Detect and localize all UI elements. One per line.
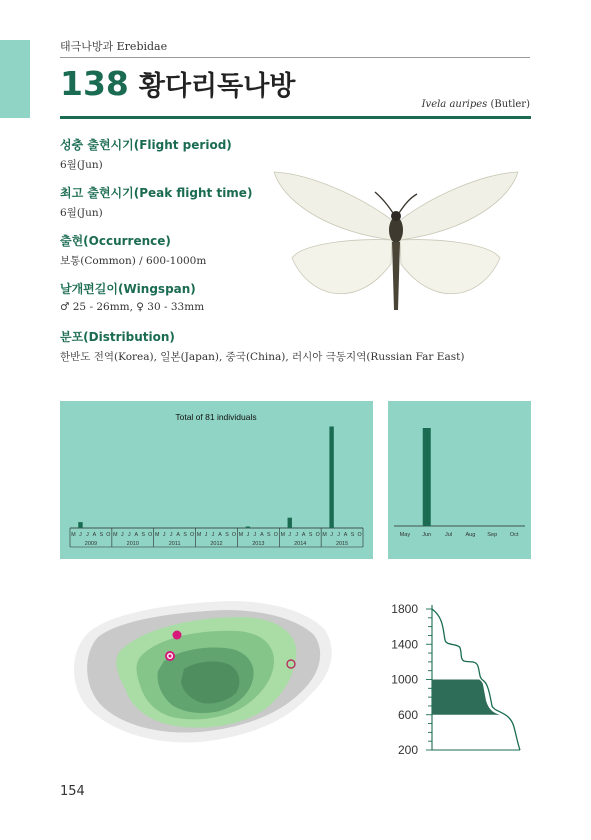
month-tick: S xyxy=(183,532,187,538)
month-tick: J xyxy=(204,532,208,538)
scientific-author: (Butler) xyxy=(490,99,530,110)
month-tick: O xyxy=(315,532,320,538)
month-tick: J xyxy=(79,532,82,538)
peak-block xyxy=(60,184,252,220)
yearly-chart-title: Total of 81 individuals xyxy=(175,412,257,422)
month-tick: J xyxy=(330,532,333,538)
month-tick: J xyxy=(169,532,173,538)
month-tick: J xyxy=(288,532,292,538)
year-label: 2014 xyxy=(294,541,307,547)
month-tick: A xyxy=(218,532,222,538)
month-tick: A xyxy=(301,532,306,538)
month-tick: O xyxy=(190,532,195,538)
month-tick: S xyxy=(141,532,146,538)
month-label: Aug xyxy=(465,532,476,538)
scientific-name xyxy=(422,99,530,110)
section-tab xyxy=(0,40,30,118)
month-label: Jun xyxy=(422,532,432,538)
wingspan-label: 날개편길이(Wingspan) xyxy=(60,282,196,296)
bar-2014-J xyxy=(288,518,292,528)
distribution-value: 한반도 전역(Korea), 일본(Japan), 중국(China), 러시아 극동지역(Russian Far East) xyxy=(60,351,465,363)
month-tick: J xyxy=(211,532,215,538)
month-tick: O xyxy=(231,532,237,538)
month-tick: O xyxy=(106,532,111,538)
monthly-chart-panel xyxy=(388,401,531,559)
family-name xyxy=(60,38,167,54)
elevation-label: 1800 xyxy=(391,602,418,616)
peak-value: 6월(Jun) xyxy=(60,207,103,219)
month-label: May xyxy=(399,532,411,538)
month-tick: O xyxy=(273,532,278,538)
year-label: 2010 xyxy=(126,541,139,547)
flight-period-block xyxy=(60,136,232,172)
distribution-label: 분포(Distribution) xyxy=(60,330,175,344)
month-tick: J xyxy=(120,532,124,538)
month-tick: M xyxy=(322,532,327,538)
month-label: Sep xyxy=(487,532,498,538)
month-tick: M xyxy=(113,532,118,538)
bar-2015-J xyxy=(329,426,333,528)
month-tick: J xyxy=(162,532,166,538)
month-tick: M xyxy=(71,532,76,538)
year-label: 2015 xyxy=(335,541,349,547)
month-tick: O xyxy=(357,532,362,538)
monthly-bar-chart xyxy=(388,401,531,559)
occurrence-value: 보통(Common) / 600-1000m xyxy=(60,255,207,267)
year-label: 2013 xyxy=(252,541,265,547)
elevation-label: 1000 xyxy=(391,672,418,687)
month-tick: A xyxy=(260,532,264,538)
elevation-chart xyxy=(382,590,527,760)
species-number: 138 xyxy=(60,64,129,103)
occurrence-block xyxy=(60,232,206,268)
month-tick: O xyxy=(148,532,153,538)
month-tick: S xyxy=(267,532,271,538)
month-tick: J xyxy=(86,532,89,538)
elevation-label: 200 xyxy=(397,743,418,757)
month-tick: J xyxy=(127,532,131,538)
family-latin: Erebidae xyxy=(116,40,168,53)
occurrence-label: 출현(Occurrence) xyxy=(60,234,171,248)
month-tick: S xyxy=(350,532,355,538)
year-label: 2012 xyxy=(210,541,223,547)
month-tick: M xyxy=(154,532,160,538)
page-number: 154 xyxy=(60,784,85,799)
month-tick: A xyxy=(176,532,180,538)
species-name: 황다리독나방 xyxy=(138,71,296,102)
family-korean: 태극나방과 xyxy=(60,40,114,53)
wingspan-value: ♂ 25 - 26mm, ♀ 30 - 33mm xyxy=(60,301,205,313)
month-tick: M xyxy=(280,532,285,538)
species-title xyxy=(60,64,295,103)
bar-2009-J xyxy=(78,522,82,528)
month-tick: J xyxy=(295,532,299,538)
distribution-map xyxy=(60,595,335,755)
month-label: Oct xyxy=(509,532,519,538)
month-tick: A xyxy=(134,532,139,538)
month-tick: S xyxy=(225,532,229,538)
yearly-chart-panel xyxy=(60,401,373,559)
month-tick: S xyxy=(308,532,313,538)
record-dot-center xyxy=(168,654,171,657)
month-tick: A xyxy=(92,532,97,538)
elevation-label: 1400 xyxy=(391,637,418,652)
month-tick: M xyxy=(238,532,244,538)
record-dot xyxy=(173,631,182,640)
month-tick: J xyxy=(253,532,257,538)
bar-Jun xyxy=(423,428,431,526)
year-label: 2009 xyxy=(84,541,98,547)
title-underline xyxy=(60,116,531,119)
yearly-bar-chart xyxy=(60,401,373,559)
month-tick: J xyxy=(337,532,340,538)
bar-2013-J xyxy=(246,527,250,528)
month-tick: M xyxy=(196,532,202,538)
peak-label: 최고 출현시기(Peak flight time) xyxy=(60,186,253,200)
wingspan-block xyxy=(60,280,204,313)
distribution-block xyxy=(60,328,464,364)
month-tick: S xyxy=(99,532,104,538)
flight-period-value: 6월(Jun) xyxy=(60,159,103,171)
month-tick: A xyxy=(343,532,348,538)
top-divider xyxy=(60,57,530,58)
month-label: Jul xyxy=(445,532,453,538)
year-label: 2011 xyxy=(168,541,181,547)
scientific-binomial: Ivela auripes xyxy=(421,99,488,110)
flight-period-label: 성충 출현시기(Flight period) xyxy=(60,138,232,152)
month-tick: J xyxy=(246,532,250,538)
moth-specimen-image xyxy=(270,160,522,322)
elevation-label: 600 xyxy=(397,707,418,722)
